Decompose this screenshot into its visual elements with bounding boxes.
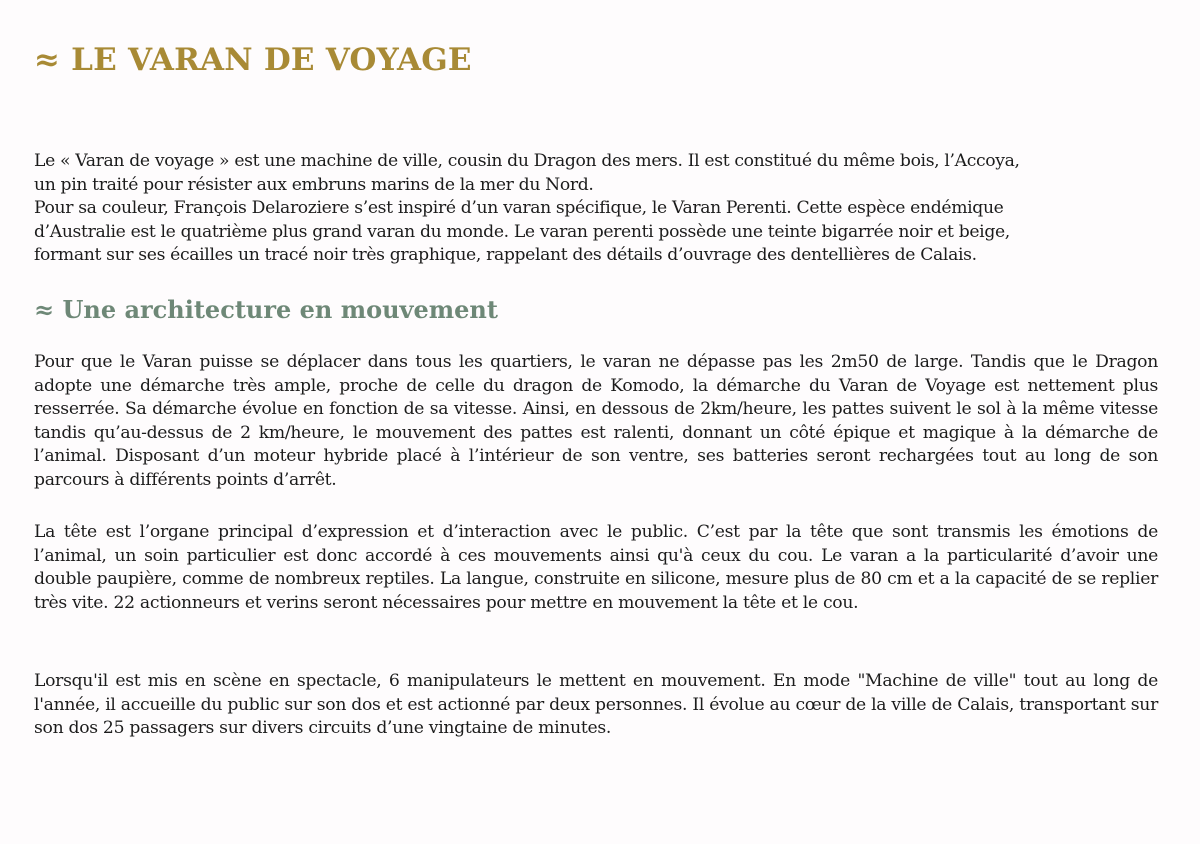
paragraph-show: Lorsqu'il est mis en scène en spectacle, 6 manipulateurs le mettent en mouvement. En mode "Machine de ville" tout au long de l'année, il accueille du public sur son dos et est actionné par deux personnes. Il évolue au cœur de la ville de Calais, transportant sur son dos 25 passagers sur divers circuits d’une vingtaine de minutes. (34, 671, 1158, 739)
intro-line: Le « Varan de voyage » est une machine de ville, cousin du Dragon des mers. Il est constitué du même bois, l’Accoya, (34, 151, 1020, 171)
intro-paragraph (34, 150, 1158, 268)
paragraph-movement: Pour que le Varan puisse se déplacer dans tous les quartiers, le varan ne dépasse pas les 2m50 de large. Tandis que le Dragon adopte une démarche très ample, proche de celle du dragon de Komodo, la démarche du Varan de Voyage est nettement plus resserrée. Sa démarche évolue en fonction de sa vitesse. Ainsi, en dessous de 2km/heure, les pattes suivent le sol à la même vitesse tandis qu’au-dessus de 2 km/heure, le mouvement des pattes est ralenti, donnant un côté épique et magique à la démarche de l’animal. Disposant d’un moteur hybride placé à l’intérieur de son ventre, ses batteries seront rechargées tout au long de son parcours à différents points d’arrêt. (34, 352, 1158, 490)
intro-line: d’Australie est le quatrième plus grand varan du monde. Le varan perenti possède une teinte bigarrée noir et beige, (34, 221, 1010, 242)
section-title: ≈ Une architecture en mouvement (34, 295, 498, 324)
paragraph-head: La tête est l’organe principal d’expression et d’interaction avec le public. C’est par la tête que sont transmis les émotions de l’animal, un soin particulier est donc accordé à ces mouvements ainsi qu'à ceux du cou. Le varan a la particularité d’avoir une double paupière, comme de nombreux reptiles. La langue, construite en silicone, mesure plus de 80 cm et a la capacité de se replier très vite. 22 actionneurs et verins seront nécessaires pour mettre en mouvement la tête et le cou. (34, 522, 1158, 613)
page-title: ≈ LE VARAN DE VOYAGE (34, 42, 472, 78)
intro-line: formant sur ses écailles un tracé noir très graphique, rappelant des détails d’ouvrage des dentellières de Calais. (34, 245, 977, 266)
intro-line: Pour sa couleur, François Delaroziere s’est inspiré d’un varan spécifique, le Varan Perenti. Cette espèce endémique (34, 198, 1004, 219)
intro-line: un pin traité pour résister aux embruns marins de la mer du Nord. (34, 174, 594, 195)
